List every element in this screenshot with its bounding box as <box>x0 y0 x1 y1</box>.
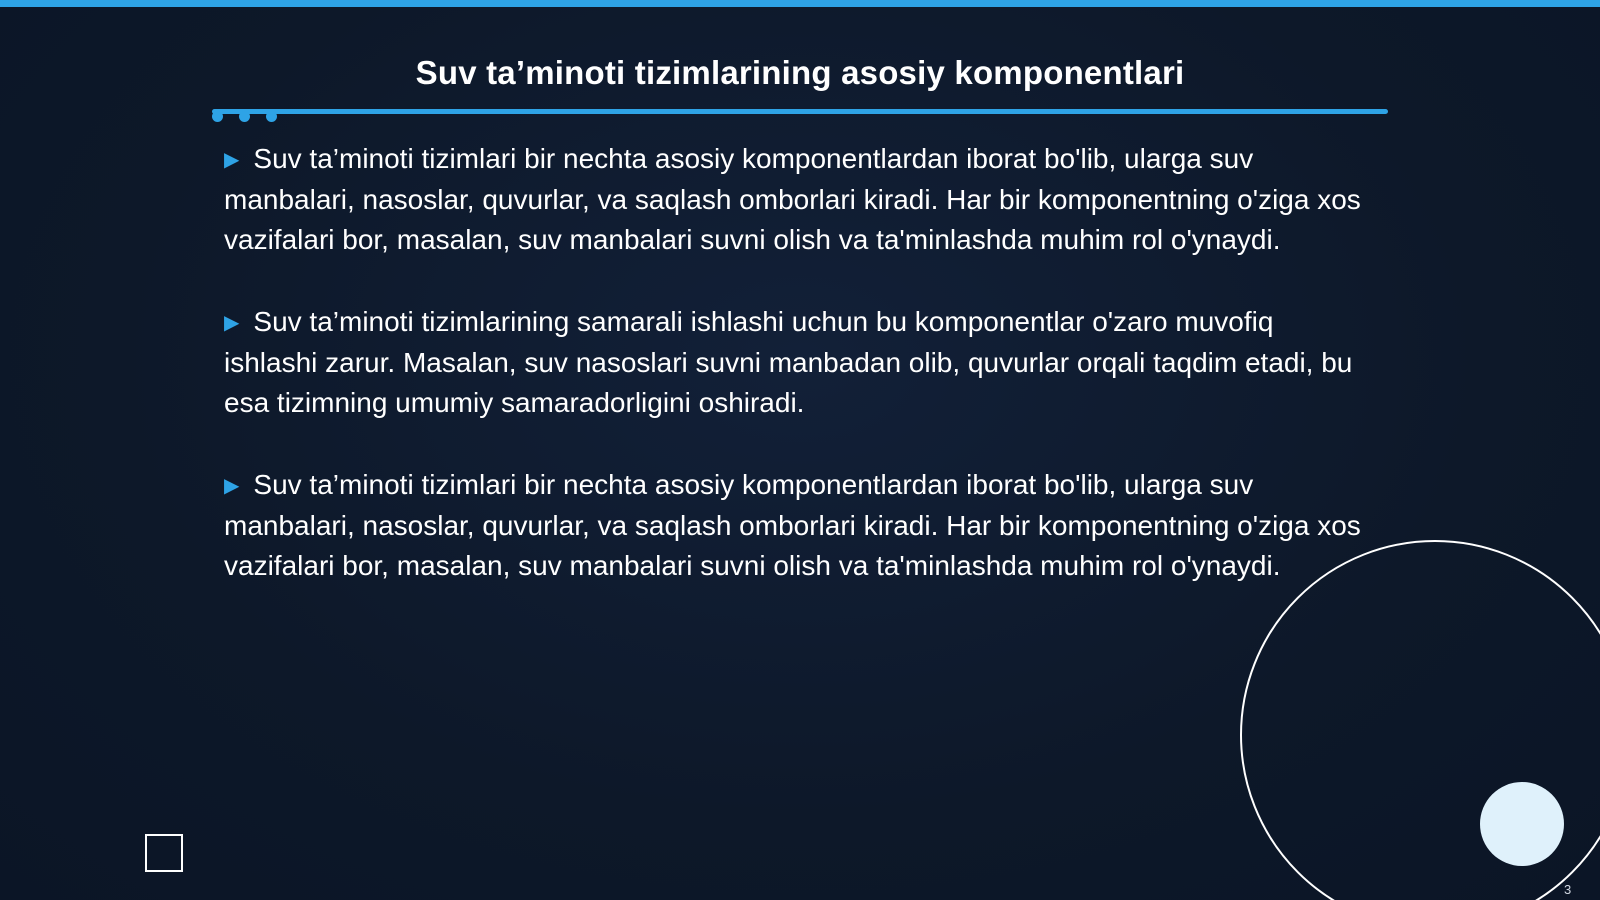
page-number: 3 <box>1564 882 1572 897</box>
bullet-text: Suv ta’minoti tizimlari bir nechta asosiy komponentlardan iborat bo'lib, ularga suv manbalari, nasoslar, quvurlar, va saqlash omborlari kiradi. Har bir komponentning o'ziga xos vazifalari bor, masalan, suv manbalari suvni olish va ta'minlashda muhim rol o'ynaydi. <box>224 469 1361 581</box>
top-accent-bar <box>0 0 1600 7</box>
triangle-bullet-icon: ▶ <box>224 312 240 334</box>
triangle-bullet-icon: ▶ <box>224 149 240 171</box>
title-underline <box>212 109 1388 114</box>
decorative-dots <box>212 111 277 122</box>
dot-icon <box>266 111 277 122</box>
dot-icon <box>239 111 250 122</box>
bullet-text: Suv ta’minoti tizimlarining samarali ishlashi uchun bu komponentlar o'zaro muvofiq ishlashi zarur. Masalan, suv nasoslari suvni manbadan olib, quvurlar orqali taqdim etadi, bu esa tizimning umumiy samaradorligini oshiradi. <box>224 306 1353 418</box>
slide-title: Suv ta’minoti tizimlarining asosiy komponentlari <box>415 54 1185 91</box>
decorative-square <box>145 834 183 872</box>
decorative-circle <box>1480 782 1564 866</box>
bullet-item <box>224 139 1364 260</box>
triangle-bullet-icon: ▶ <box>224 475 240 497</box>
bullet-list <box>224 139 1364 586</box>
bullet-item <box>224 465 1364 586</box>
bullet-item <box>224 302 1364 423</box>
bullet-text: Suv ta’minoti tizimlari bir nechta asosiy komponentlardan iborat bo'lib, ularga suv manbalari, nasoslar, quvurlar, va saqlash omborlari kiradi. Har bir komponentning o'ziga xos vazifalari bor, masalan, suv manbalari suvni olish va ta'minlashda muhim rol o'ynaydi. <box>224 143 1361 255</box>
dot-icon <box>212 111 223 122</box>
